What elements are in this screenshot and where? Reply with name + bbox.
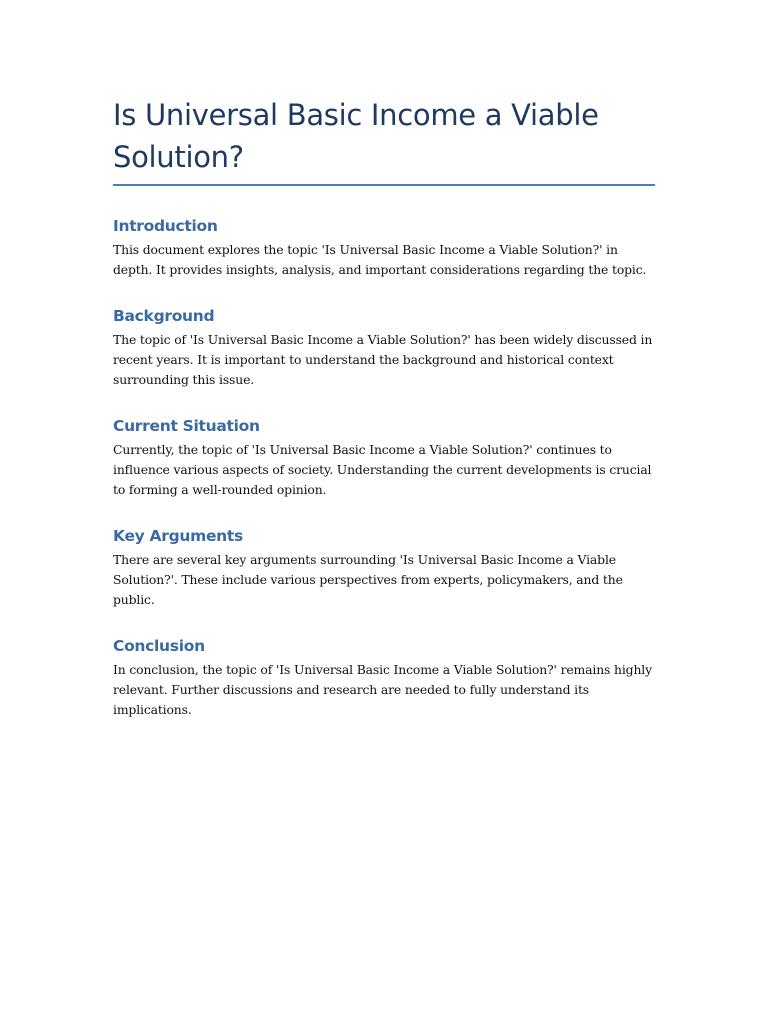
section-conclusion (113, 636, 655, 720)
section-current-situation (113, 416, 655, 500)
section-heading-current-situation: Current Situation (113, 417, 260, 435)
section-heading-key-arguments: Key Arguments (113, 527, 243, 545)
section-key-arguments (113, 526, 655, 610)
document-page (113, 94, 655, 746)
section-heading-background: Background (113, 307, 215, 325)
section-heading-conclusion: Conclusion (113, 637, 205, 655)
section-body-current-situation: Currently, the topic of 'Is Universal Basic Income a Viable Solution?' continues to influence various aspects of society. Understanding the current developments is crucial to forming a well-rounded opinion. (113, 442, 652, 497)
section-body-introduction: This document explores the topic 'Is Universal Basic Income a Viable Solution?' in depth. It provides insights, analysis, and important considerations regarding the topic. (113, 242, 647, 277)
section-background (113, 306, 655, 390)
title-underline-divider (113, 184, 655, 186)
document-title: Is Universal Basic Income a Viable Solution? (113, 98, 599, 174)
section-introduction (113, 216, 655, 280)
section-body-background: The topic of 'Is Universal Basic Income a Viable Solution?' has been widely discussed in recent years. It is important to understand the background and historical context surrounding this issue. (113, 332, 653, 387)
section-heading-introduction: Introduction (113, 217, 218, 235)
section-body-conclusion: In conclusion, the topic of 'Is Universal Basic Income a Viable Solution?' remains highly relevant. Further discussions and research are needed to fully understand its implications. (113, 662, 652, 717)
section-body-key-arguments: There are several key arguments surrounding 'Is Universal Basic Income a Viable Solution?'. These include various perspectives from experts, policymakers, and the public. (113, 552, 623, 607)
